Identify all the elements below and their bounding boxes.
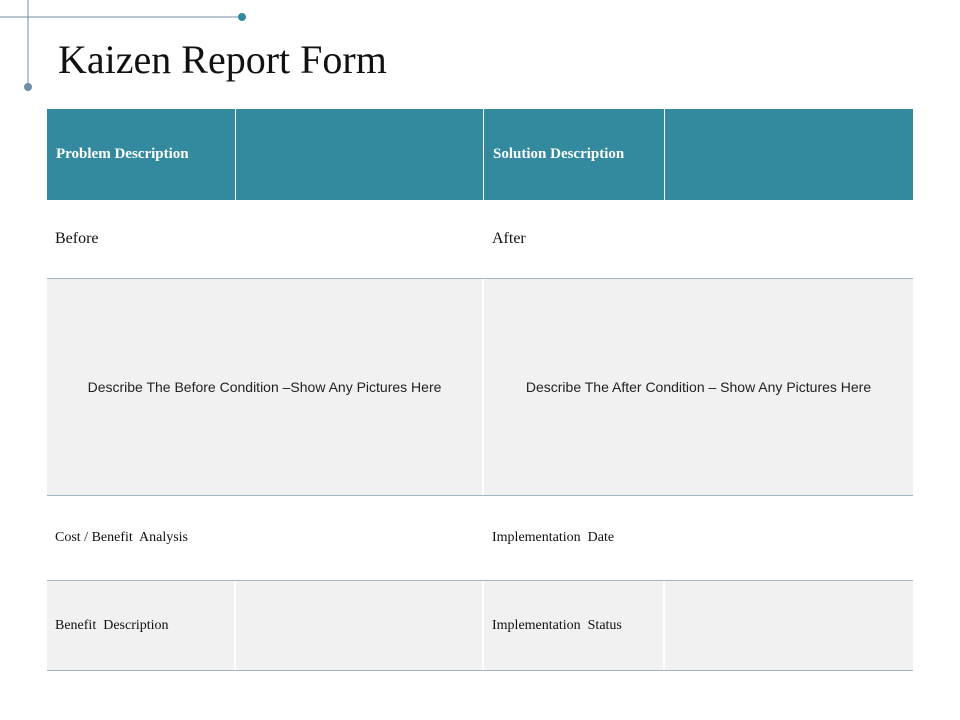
kaizen-report-table: [47, 109, 913, 671]
solution-description-field[interactable]: [665, 109, 913, 200]
after-condition-field[interactable]: Describe The After Condition – Show Any Pictures Here: [525, 379, 872, 395]
problem-description-label: Problem Description: [47, 109, 236, 200]
condition-description-row: [47, 279, 913, 496]
before-condition-field[interactable]: Describe The Before Condition –Show Any Pictures Here: [47, 279, 484, 495]
benefit-description-field[interactable]: [236, 581, 484, 670]
solution-description-label: Solution Description: [484, 109, 665, 200]
implementation-date-label: Implementation Date: [492, 530, 615, 545]
before-label: Before: [55, 230, 99, 247]
benefit-description-label: Benefit Description: [47, 581, 236, 670]
cost-date-row: [47, 496, 913, 581]
page-title: Kaizen Report Form: [58, 37, 387, 82]
implementation-status-label: Implementation Status: [484, 581, 665, 670]
problem-description-field[interactable]: [236, 109, 484, 200]
implementation-status-field[interactable]: [665, 581, 913, 670]
benefit-status-row: [47, 581, 913, 671]
after-label: After: [492, 230, 526, 247]
header-row: [47, 109, 913, 200]
before-after-row: [47, 200, 913, 279]
cost-benefit-analysis-label: Cost / Benefit Analysis: [55, 530, 188, 545]
